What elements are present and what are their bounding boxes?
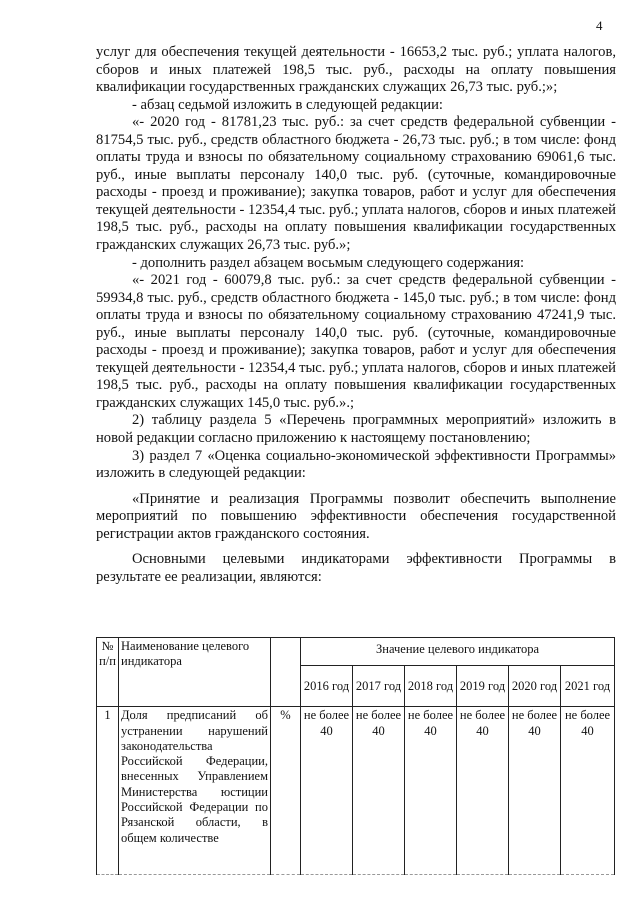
cell-value: не более 40: [509, 707, 561, 875]
header-year: 2019 год: [457, 666, 509, 707]
paragraph: Основными целевыми индикаторами эффективности Программы в результате ее реализации, являются:: [96, 551, 616, 585]
header-group: Значение целевого индикатора: [301, 638, 615, 666]
table-row: [97, 707, 615, 875]
header-unit: [271, 638, 301, 707]
cell-value: не более 40: [457, 707, 509, 875]
paragraph: «- 2020 год - 81781,23 тыс. руб.: за счет средств федеральной субвенции - 81754,5 тыс. руб., средств областного бюджета - 26,73 тыс. руб.; в том числе: фонд оплаты труда и взносы по обязательному социальному страхованию 69061,6 тыс. руб., иные выплаты персоналу 140,0 тыс. руб. (суточные, командировочные расходы - проезд и проживание); закупка товаров, работ и услуг для обеспечения текущей деятельности - 12354,4 тыс. руб.; уплата налогов, сборов и иных платежей 198,5 тыс. руб., расходы на оплату повышения квалификации государственных гражданских служащих 26,73 тыс. руб.»;: [96, 114, 616, 254]
cell-unit: %: [271, 707, 301, 875]
cell-num: 1: [97, 707, 119, 875]
cell-value: не более 40: [301, 707, 353, 875]
cell-value: не более 40: [353, 707, 405, 875]
paragraph: «- 2021 год - 60079,8 тыс. руб.: за счет средств федеральной субвенции - 59934,8 тыс. руб., средств областного бюджета - 145,0 тыс. руб.; в том числе: фонд оплаты труда и взносы по обязательному социальному страхованию 47241,9 тыс. руб., иные выплаты персоналу 140,0 тыс. руб. (суточные, командировочные расходы - проезд и проживание); закупка товаров, работ и услуг для обеспечения текущей деятельности - 12354,4 тыс. руб.; уплата налогов, сборов и иных платежей 198,5 тыс. руб., расходы на оплату повышения квалификации государственных гражданских служащих 145,0 тыс. руб.».;: [96, 272, 616, 411]
body-text: [96, 44, 616, 586]
paragraph: - абзац седьмой изложить в следующей редакции:: [132, 96, 443, 113]
table-header-row: [97, 638, 615, 666]
header-num: № п/п: [97, 638, 119, 707]
paragraph-gap: [96, 543, 616, 551]
paragraph: «Принятие и реализация Программы позволит обеспечить выполнение мероприятий по повышению эффективности обеспечения государственной регистрации актов гражданского состояния.: [96, 490, 616, 542]
indicator-table: [96, 637, 615, 875]
header-name: Наименование целевого индикатора: [119, 638, 271, 707]
header-year: 2021 год: [561, 666, 615, 707]
paragraph: - дополнить раздел абзацем восьмым следующего содержания:: [132, 254, 525, 271]
page-number: 4: [596, 18, 603, 33]
cell-value: не более 40: [405, 707, 457, 875]
header-year: 2016 год: [301, 666, 353, 707]
cell-name: Доля предписаний об устранении нарушений законодательства Российской Федерации, внесенных Управлением Министерства юстиции Российской Федерации по Рязанской области, в общем количестве: [119, 707, 271, 875]
header-year: 2018 год: [405, 666, 457, 707]
paragraph: 3) раздел 7 «Оценка социально-экономической эффективности Программы» изложить в следующей редакции:: [96, 447, 616, 482]
header-year: 2017 год: [353, 666, 405, 707]
paragraph: 2) таблицу раздела 5 «Перечень программных мероприятий» изложить в новой редакции согласно приложению к настоящему постановлению;: [96, 412, 616, 447]
cell-value: не более 40: [561, 707, 615, 875]
paragraph: услуг для обеспечения текущей деятельности - 16653,2 тыс. руб.; уплата налогов, сборов и иных платежей 198,5 тыс. руб., расходы на оплату повышения квалификации государственных гражданских служащих 26,73 тыс. руб.;»;: [96, 44, 616, 96]
header-year: 2020 год: [509, 666, 561, 707]
paragraph-gap: [96, 483, 616, 491]
